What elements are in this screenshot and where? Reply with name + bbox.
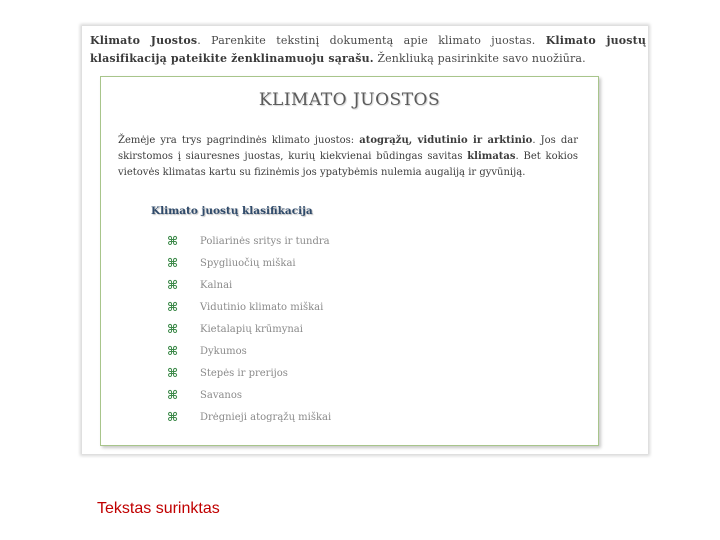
paragraph-mid: . Jos dar skirstomos į siauresnes juostas, kurių kiekvienai būdingas savitas xyxy=(118,135,578,162)
decorative-star-bullet-icon: ⌘ xyxy=(167,322,179,336)
instruction-text-2: Ženkliuką pasirinkite savo nuožiūra. xyxy=(373,52,586,65)
list-item-label: Drėgnieji atogrąžų miškai xyxy=(200,412,332,423)
decorative-star-bullet-icon: ⌘ xyxy=(167,256,179,270)
document-title: KLIMATO JUOSTOS xyxy=(258,90,441,110)
decorative-star-bullet-icon: ⌘ xyxy=(167,410,179,424)
list-item-label: Poliarinės sritys ir tundra xyxy=(200,236,330,247)
list-item-label: Spygliuočių miškai xyxy=(200,258,296,269)
paragraph-bold-1: atogrąžų, vidutinio ir arktinio xyxy=(359,135,533,146)
paragraph-end: . Bet kokios vietovės klimatas kartu su fizinėmis jos ypatybėmis nulemia augaliją ir gyvūniją. xyxy=(118,151,579,178)
list-item-label: Vidutinio klimato miškai xyxy=(200,302,324,313)
paragraph-bold-2: klimatas xyxy=(467,151,516,162)
list-item-label: Savanos xyxy=(200,390,243,401)
paragraph-start: Žemėje yra trys pagrindinės klimato juostos: xyxy=(118,135,360,146)
document-page xyxy=(100,76,599,446)
list-item-label: Dykumos xyxy=(200,346,247,357)
instruction-bold-2: Klimato juostų klasifikaciją pateikite ženklinamuoju sąrašu. xyxy=(90,34,646,65)
decorative-star-bullet-icon: ⌘ xyxy=(167,234,179,248)
list-item-label: Stepės ir prerijos xyxy=(200,368,288,379)
decorative-star-bullet-icon: ⌘ xyxy=(167,300,179,314)
list-item-label: Kalnai xyxy=(200,280,233,291)
list-item-label: Kietalapių krūmynai xyxy=(200,324,303,335)
section-heading: Klimato juostų klasifikacija xyxy=(151,205,313,217)
decorative-star-bullet-icon: ⌘ xyxy=(167,344,179,358)
decorative-star-bullet-icon: ⌘ xyxy=(167,366,179,380)
decorative-star-bullet-icon: ⌘ xyxy=(167,388,179,402)
document-paragraph xyxy=(118,133,578,181)
instruction-text-1: . Parenkite tekstinį dokumentą apie klimato juostas. xyxy=(197,34,546,47)
caption-text: Tekstas surinktas xyxy=(97,500,220,517)
instruction-title: Klimato Juostos xyxy=(90,34,198,47)
decorative-star-bullet-icon: ⌘ xyxy=(167,278,179,292)
task-instruction xyxy=(90,32,646,68)
